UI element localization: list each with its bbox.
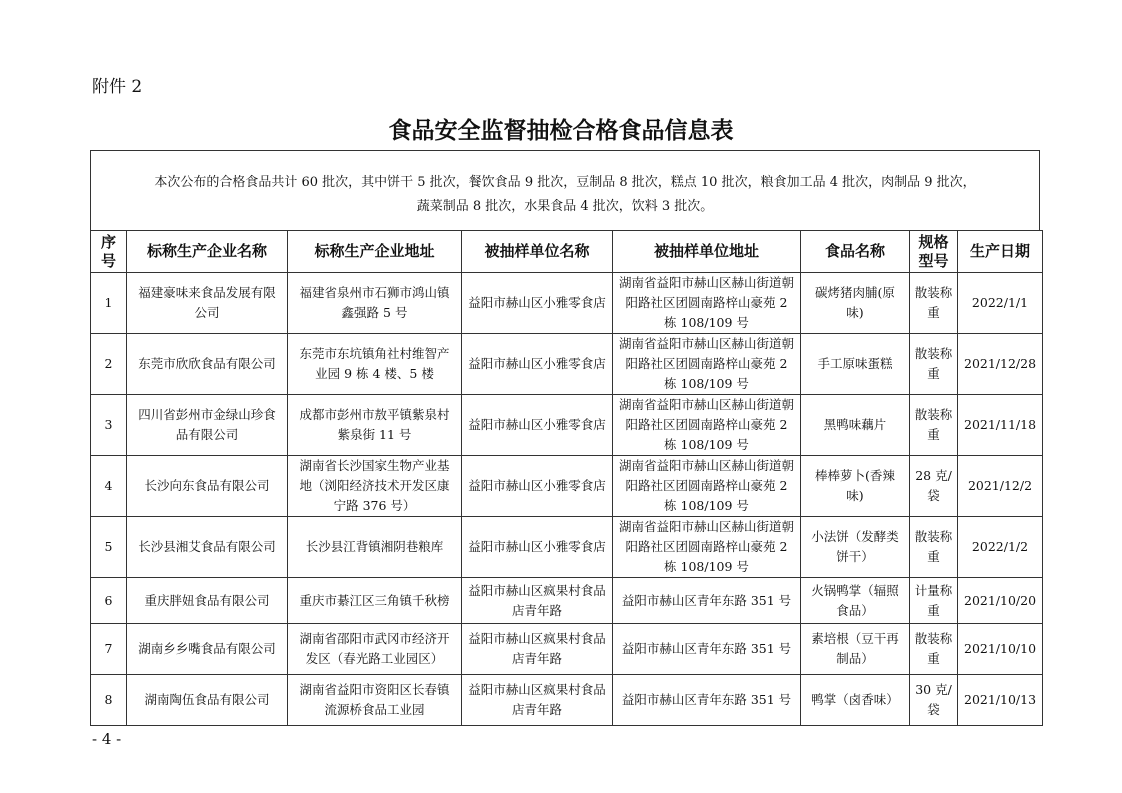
table-cell: 4 xyxy=(91,456,127,517)
food-info-table xyxy=(90,230,1043,726)
table-cell: 28 克/袋 xyxy=(910,456,958,517)
column-header: 被抽样单位地址 xyxy=(613,231,801,273)
table-cell: 2021/10/20 xyxy=(958,578,1043,624)
table-cell: 计量称重 xyxy=(910,578,958,624)
table-cell: 散装称重 xyxy=(910,517,958,578)
intro-line-1: 本次公布的合格食品共计 60 批次，其中饼干 5 批次，餐饮食品 9 批次，豆制品 8 批次，糕点 10 批次，粮食加工品 4 批次，肉制品 9 批次， xyxy=(154,175,976,190)
table-cell: 散装称重 xyxy=(910,395,958,456)
table-row xyxy=(91,456,1043,517)
table-cell: 7 xyxy=(91,624,127,675)
table-cell: 益阳市赫山区小雅零食店 xyxy=(462,334,613,395)
table-cell: 2021/12/2 xyxy=(958,456,1043,517)
column-header: 生产日期 xyxy=(958,231,1043,273)
table-cell: 益阳市赫山区小雅零食店 xyxy=(462,456,613,517)
column-header: 标称生产企业地址 xyxy=(288,231,462,273)
table-cell: 3 xyxy=(91,395,127,456)
table-cell: 东莞市东坑镇角社村维智产业园 9 栋 4 楼、5 楼 xyxy=(288,334,462,395)
table-cell: 湖南省益阳市赫山区赫山街道朝阳路社区团圆南路梓山豪苑 2 栋 108/109 号 xyxy=(613,334,801,395)
table-cell: 湖南省益阳市资阳区长春镇流源桥食品工业园 xyxy=(288,675,462,726)
table-cell: 湖南省邵阳市武冈市经济开发区（春光路工业园区） xyxy=(288,624,462,675)
table-cell: 福建省泉州市石狮市鸿山镇鑫强路 5 号 xyxy=(288,273,462,334)
table-cell: 棒棒萝卜(香辣味) xyxy=(801,456,910,517)
table-cell: 湖南乡乡嘴食品有限公司 xyxy=(127,624,288,675)
table-cell: 四川省彭州市金绿山珍食品有限公司 xyxy=(127,395,288,456)
table-cell: 黑鸭味藕片 xyxy=(801,395,910,456)
table-cell: 益阳市赫山区青年东路 351 号 xyxy=(613,675,801,726)
table-cell: 6 xyxy=(91,578,127,624)
table-cell: 益阳市赫山区小雅零食店 xyxy=(462,395,613,456)
table-cell: 5 xyxy=(91,517,127,578)
table-cell: 湖南省益阳市赫山区赫山街道朝阳路社区团圆南路梓山豪苑 2 栋 108/109 号 xyxy=(613,395,801,456)
column-header: 被抽样单位名称 xyxy=(462,231,613,273)
table-row xyxy=(91,273,1043,334)
table-cell: 2022/1/2 xyxy=(958,517,1043,578)
table-cell: 2021/11/18 xyxy=(958,395,1043,456)
table-cell: 30 克/袋 xyxy=(910,675,958,726)
table-cell: 散装称重 xyxy=(910,624,958,675)
table-cell: 湖南省长沙国家生物产业基地（浏阳经济技术开发区康宁路 376 号） xyxy=(288,456,462,517)
table-row xyxy=(91,624,1043,675)
table-cell: 素培根（豆干再制品） xyxy=(801,624,910,675)
table-cell: 益阳市赫山区小雅零食店 xyxy=(462,517,613,578)
table-cell: 散装称重 xyxy=(910,334,958,395)
page-number: - 4 - xyxy=(92,730,122,748)
table-cell: 长沙向东食品有限公司 xyxy=(127,456,288,517)
table-cell: 东莞市欣欣食品有限公司 xyxy=(127,334,288,395)
table-cell: 重庆市綦江区三角镇千秋榜 xyxy=(288,578,462,624)
page-title: 食品安全监督抽检合格食品信息表 xyxy=(388,118,734,144)
table-cell: 2021/10/10 xyxy=(958,624,1043,675)
intro-line-2: 蔬菜制品 8 批次，水果食品 4 批次，饮料 3 批次。 xyxy=(416,199,714,214)
table-row xyxy=(91,675,1043,726)
table-cell: 益阳市赫山区疯果村食品店青年路 xyxy=(462,675,613,726)
table-cell: 碳烤猪肉脯(原味) xyxy=(801,273,910,334)
table-cell: 手工原味蛋糕 xyxy=(801,334,910,395)
table-cell: 重庆胖妞食品有限公司 xyxy=(127,578,288,624)
column-header: 标称生产企业名称 xyxy=(127,231,288,273)
table-cell: 长沙县江背镇湘阴巷粮库 xyxy=(288,517,462,578)
table-cell: 湖南陶伍食品有限公司 xyxy=(127,675,288,726)
table-header-row xyxy=(91,231,1043,273)
table-cell: 2021/10/13 xyxy=(958,675,1043,726)
table-cell: 湖南省益阳市赫山区赫山街道朝阳路社区团圆南路梓山豪苑 2 栋 108/109 号 xyxy=(613,273,801,334)
table-cell: 鸭掌（卤香味） xyxy=(801,675,910,726)
table-cell: 2 xyxy=(91,334,127,395)
table-row xyxy=(91,578,1043,624)
column-header: 序号 xyxy=(91,231,127,273)
table-cell: 2022/1/1 xyxy=(958,273,1043,334)
table-cell: 1 xyxy=(91,273,127,334)
table-cell: 成都市彭州市敖平镇紫泉村紫泉街 11 号 xyxy=(288,395,462,456)
table-row xyxy=(91,395,1043,456)
table-cell: 长沙县湘艾食品有限公司 xyxy=(127,517,288,578)
table-cell: 小法饼（发酵类饼干） xyxy=(801,517,910,578)
intro-summary xyxy=(90,150,1040,230)
table-cell: 火锅鸭掌（辐照食品） xyxy=(801,578,910,624)
table-cell: 益阳市赫山区小雅零食店 xyxy=(462,273,613,334)
table-cell: 湖南省益阳市赫山区赫山街道朝阳路社区团圆南路梓山豪苑 2 栋 108/109 号 xyxy=(613,517,801,578)
table-cell: 散装称重 xyxy=(910,273,958,334)
table-cell: 福建豪味来食品发展有限公司 xyxy=(127,273,288,334)
attachment-label: 附件 2 xyxy=(92,77,143,97)
table-row xyxy=(91,334,1043,395)
column-header: 食品名称 xyxy=(801,231,910,273)
table-cell: 益阳市赫山区青年东路 351 号 xyxy=(613,624,801,675)
table-cell: 益阳市赫山区疯果村食品店青年路 xyxy=(462,578,613,624)
table-cell: 益阳市赫山区疯果村食品店青年路 xyxy=(462,624,613,675)
table-row xyxy=(91,517,1043,578)
column-header: 规格型号 xyxy=(910,231,958,273)
table-cell: 湖南省益阳市赫山区赫山街道朝阳路社区团圆南路梓山豪苑 2 栋 108/109 号 xyxy=(613,456,801,517)
table-cell: 益阳市赫山区青年东路 351 号 xyxy=(613,578,801,624)
table-cell: 2021/12/28 xyxy=(958,334,1043,395)
table-cell: 8 xyxy=(91,675,127,726)
